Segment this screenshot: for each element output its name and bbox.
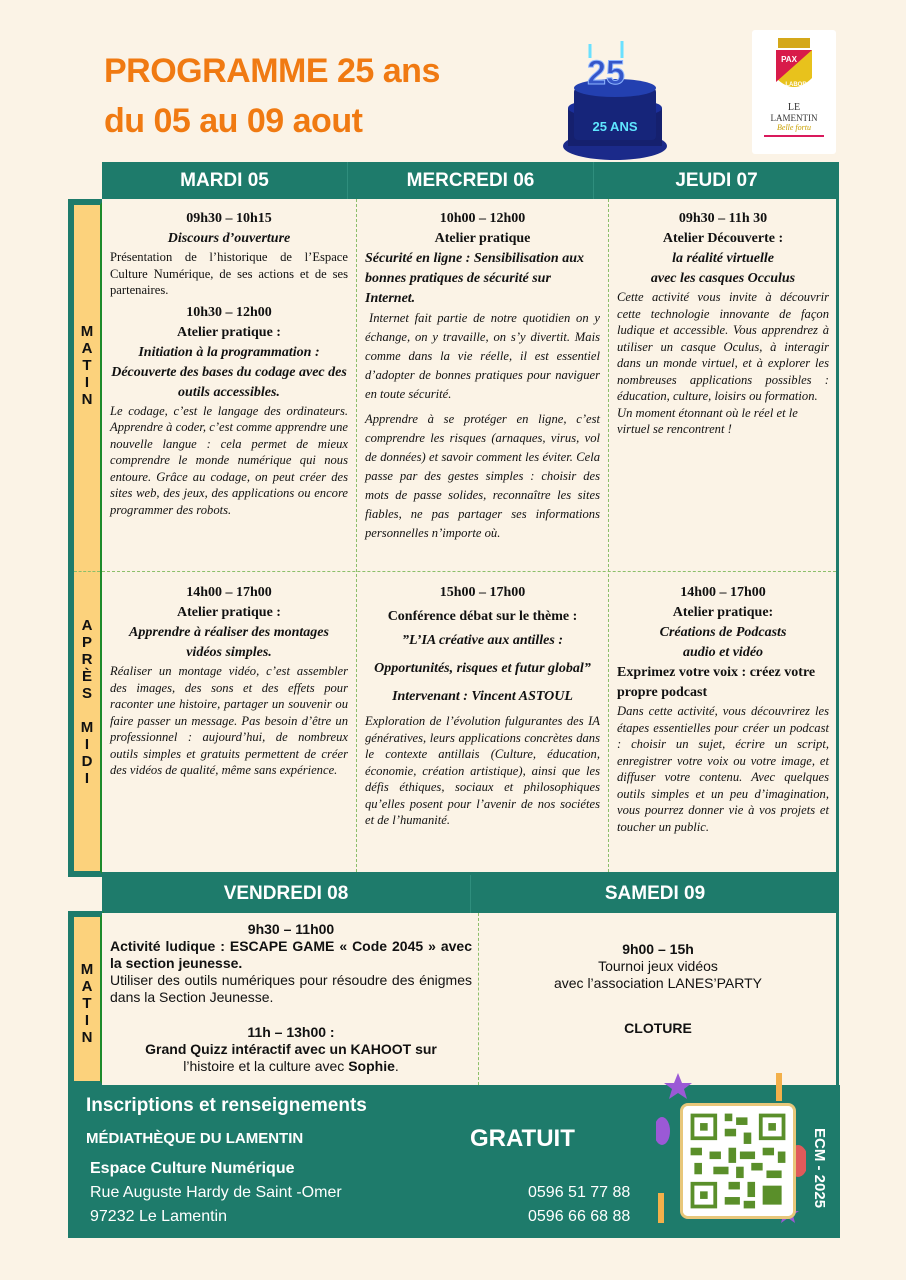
event-title: la réalité virtuelle	[672, 251, 774, 266]
event-title: Sécurité en ligne : Sensibilisation aux bonnes pratiques de sécurité sur Internet.	[365, 251, 584, 306]
day-wednesday: MERCREDI 06	[348, 162, 594, 200]
event-desc: Apprendre à se protéger en ligne, c’est comprendre les risques (arnaques, virus, vol de données) et savoir comment les éviter. Cela passe par des gestes simples : choisir des mots de passe solides, reconnaître les sites fiables, ne pas partager ses informations personnelles n’importe où.	[365, 412, 600, 540]
inscriptions-heading: Inscriptions et renseignements	[86, 1095, 367, 1116]
event-time: 9h00 – 15h	[622, 941, 694, 957]
event-type: Atelier pratique	[434, 231, 531, 246]
event-time: 14h00 – 17h00	[186, 585, 272, 600]
event-title: avec les casques Occulus	[650, 271, 796, 286]
day-friday: VENDREDI 08	[102, 875, 471, 913]
svg-text:PAX: PAX	[781, 55, 797, 64]
label-matin: M A T I N	[80, 323, 94, 408]
event-desc: l’histoire et la culture avec Sophie.	[183, 1058, 399, 1074]
event-desc: Un moment étonnant où le réel et le virtuel se rencontrent !	[617, 405, 798, 436]
event-desc: Internet fait partie de notre quotidien on y échange, on y travaille, on s’y divertit. Mais comme dans la vie réelle, il est essentiel d’adopter de bonnes pratiques pour naviguer en toute sécurité.	[365, 311, 600, 401]
event-title: Apprendre à réaliser des montages vidéos simples.	[129, 625, 329, 660]
day-thursday: JEUDI 07	[675, 170, 758, 191]
col-divider	[478, 913, 479, 1085]
cell-wed-afternoon	[357, 575, 608, 837]
lamentin-logo	[752, 30, 836, 154]
label-matin: M A T I N	[80, 961, 94, 1046]
event-title: audio et vidéo	[682, 645, 764, 660]
phone-1[interactable]: 0596 51 77 88	[528, 1184, 631, 1201]
event-type: Conférence débat sur le thème :	[387, 609, 578, 624]
mediatheque-name: MÉDIATHÈQUE DU LAMENTIN	[86, 1130, 304, 1147]
event-speaker: Intervenant : Vincent ASTOUL	[392, 689, 573, 704]
event-type: Atelier Découverte :	[662, 231, 784, 246]
week2-grid	[102, 913, 839, 1085]
cell-thu-afternoon	[609, 575, 837, 843]
cell-tue-afternoon	[102, 575, 356, 787]
day-saturday: SAMEDI 09	[604, 883, 706, 904]
title-line-1: PROGRAMME 25 ans	[104, 52, 440, 90]
host-name: Sophie	[348, 1058, 395, 1074]
birthday-cake-icon	[560, 36, 670, 166]
city-address: 97232 Le Lamentin	[90, 1208, 227, 1225]
closing-label: CLOTURE	[624, 1020, 692, 1036]
logo-signature: Belle fortu	[777, 123, 811, 132]
espace-name: Espace Culture Numérique	[90, 1160, 295, 1177]
logo-line-1: LE	[787, 102, 801, 113]
logo-underline	[764, 135, 824, 137]
event-desc: Cette activité vous invite à découvrir cette technologie innovante de façon ludique et accessible. Vous apprendrez à utiliser un casque Oculus, à interagir dans un monde virtuel, et à explorer les nombreuses applications possibles : éducation, culture, loisirs ou formation.	[617, 290, 829, 403]
cell-fri-morning	[110, 921, 472, 1075]
qr-code-icon[interactable]	[680, 1103, 796, 1219]
event-subtitle: Exprimez votre voix : créez votre propre podcast	[617, 665, 816, 700]
cake-number: 25	[587, 54, 625, 92]
event-desc: Utiliser des outils numériques pour résoudre des énigmes dans la Section Jeunesse.	[110, 972, 472, 1005]
event-time: 10h00 – 12h00	[439, 211, 526, 226]
cell-wed-morning	[357, 201, 608, 551]
footer-info	[68, 1085, 840, 1238]
event-title: Grand Quizz intéractif avec un KAHOOT sur	[145, 1041, 437, 1057]
event-desc: avec l’association LANES’PARTY	[553, 975, 763, 991]
event-desc: Présentation de l’historique de l’Espace Culture Numérique, de ses actions et de ses partenaires.	[110, 250, 348, 297]
event-title: Tournoi jeux vidéos	[598, 958, 718, 974]
event-time: 10h30 – 12h00	[186, 304, 272, 320]
week2-day-header	[102, 875, 839, 913]
event-desc: Le codage, c’est le langage des ordinateurs. Apprendre à coder, c’est comme apprendre une nouvelle langue : cela permet de mieux comprendre le monde numérique qui nous entoure. Grâce au codage, on peut créer des sites web, des jeux, des applications ou encore programmer des robots.	[110, 403, 348, 517]
label-apres-midi: A P R È S M I D I	[80, 617, 94, 787]
side-label-matin-2	[68, 911, 104, 1087]
title-line-2: du 05 au 09 aout	[104, 102, 363, 140]
event-time: 11h – 13h00 :	[247, 1024, 335, 1040]
event-type: Atelier pratique :	[177, 324, 281, 340]
event-type: Atelier pratique :	[177, 605, 281, 620]
cake-label: 25 ANS	[592, 119, 638, 134]
week1-grid	[102, 199, 839, 875]
event-title: Activité ludique : ESCAPE GAME « Code 2045 » avec la section jeunesse.	[110, 938, 472, 971]
street-address: Rue Auguste Hardy de Saint -Omer	[90, 1184, 342, 1201]
city-crest-icon	[772, 38, 816, 96]
side-divider	[74, 571, 100, 572]
logo-line-2: LAMENTIN	[770, 113, 818, 123]
event-desc: Réaliser un montage vidéo, c’est assembler des images, des sons et des effets pour raconter une histoire, partager un souvenir ou faire passer un message. Pas besoin d’être un professionnel : aujourd’hui, de nombreux outils simples et gratuits permettent de créer des vidéos de qualité, même sans expérience.	[110, 664, 348, 777]
event-time: 09h30 – 10h15	[186, 211, 272, 226]
svg-text:LABOR: LABOR	[785, 82, 807, 88]
cell-sat-morning	[480, 941, 836, 1037]
event-title: Opportunités, risques et futur global”	[374, 661, 591, 676]
phone-2[interactable]: 0596 66 68 88	[528, 1208, 631, 1225]
event-time: 09h30 – 11h 30	[678, 211, 768, 226]
cell-thu-morning	[609, 201, 837, 446]
page-title	[104, 46, 440, 146]
price-label: GRATUIT	[470, 1125, 575, 1152]
week1-day-header	[102, 162, 839, 200]
row-divider	[102, 571, 836, 572]
event-time: 14h00 – 17h00	[680, 585, 766, 600]
event-time: 15h00 – 17h00	[439, 585, 526, 600]
event-type: Atelier pratique:	[672, 605, 774, 620]
event-title: ”L’IA créative aux antilles :	[402, 633, 563, 648]
event-title: Créations de Podcasts	[659, 625, 787, 640]
cell-tue-morning	[102, 201, 356, 526]
day-tuesday: MARDI 05	[102, 162, 348, 200]
side-label-matin-afternoon	[68, 199, 104, 877]
event-title: Discours d’ouverture	[167, 231, 291, 246]
ecm-year-label: ECM - 2025	[811, 1127, 828, 1209]
event-time: 9h30 – 11h00	[247, 921, 335, 937]
event-desc: Dans cette activité, vous découvrirez les étapes essentielles pour créer un podcast : choisir un sujet, écrire un script, enregistrer votre voix ou votre image, et diffuser votre contenu. Avec quelques outils simples et un peu d’imagination, vous pourrez donner vie à vos projets et toucher un public.	[617, 704, 829, 834]
event-desc: Exploration de l’évolution fulgurantes des IA génératives, leurs applications concrètes dans le contexte antillais (Culture, éducation, économie, création artistique), ainsi que les défis éthiques, sociaux et philosophiques qu’elles posent pour l’avenir de nos sociétes et de l’humanité.	[365, 714, 600, 827]
event-title: Initiation à la programmation : Découverte des bases du codage avec des outils accessibles.	[111, 344, 347, 400]
